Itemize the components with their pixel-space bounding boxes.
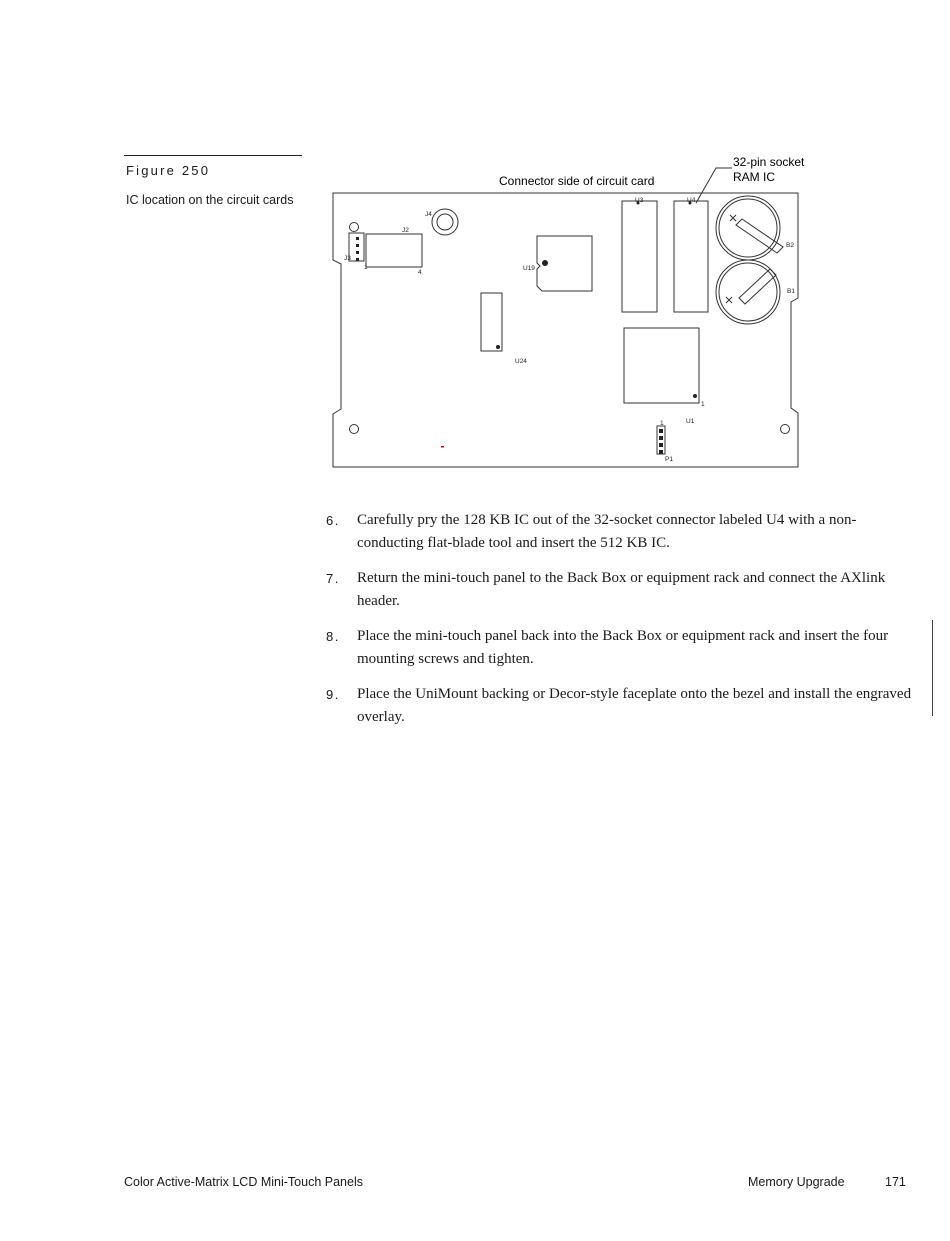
page-number: 171: [885, 1175, 906, 1189]
label-j2: J2: [402, 227, 409, 234]
label-j4: J4: [425, 211, 432, 218]
label-b1: B1: [787, 288, 795, 295]
red-marker: [441, 446, 444, 448]
step-item: [326, 567, 916, 613]
footer-doc-title: Color Active-Matrix LCD Mini-Touch Panels: [124, 1175, 363, 1189]
diagram-title: Connector side of circuit card: [499, 174, 655, 188]
label-b2: B2: [786, 242, 794, 249]
label-u4: U4: [687, 197, 696, 204]
footer-section: Memory Upgrade: [748, 1175, 845, 1189]
step-number: 8.: [326, 629, 340, 644]
figure-rule: [124, 155, 302, 156]
callout-leader: [696, 168, 732, 203]
u1-chip: [624, 328, 699, 403]
u3-socket: [622, 201, 657, 312]
step-item: [326, 509, 916, 555]
label-u3: U3: [635, 197, 644, 204]
change-bar: [932, 620, 933, 716]
step-item: [326, 683, 916, 729]
battery-b1: [716, 260, 780, 324]
label-u19: U19: [523, 265, 535, 272]
step-number: 7.: [326, 571, 340, 586]
step-number: 9.: [326, 687, 340, 702]
instruction-steps: [326, 509, 916, 741]
step-item: [326, 625, 916, 671]
j4-jack: [432, 209, 458, 235]
step-number: 6.: [326, 513, 340, 528]
mounting-hole: [350, 223, 359, 232]
label-j2-pin1: 1: [364, 264, 368, 271]
callout-line-1: 32-pin socket: [733, 155, 805, 169]
j2-connector: [366, 234, 422, 267]
label-j2-pin4: 4: [418, 269, 422, 276]
u4-socket: [674, 201, 708, 312]
u24-chip: [481, 293, 502, 351]
figure-caption: IC location on the circuit cards: [126, 193, 294, 207]
circuit-card-diagram: [326, 148, 826, 476]
mounting-hole: [350, 425, 359, 434]
label-u1-pin1: 1: [701, 401, 705, 408]
step-text: Place the mini-touch panel back into the Back Box or equipment rack and insert the four mounting screws and tighten.: [357, 628, 889, 667]
label-j3: J3: [344, 255, 351, 262]
step-text: Carefully pry the 128 KB IC out of the 32-socket connector labeled U4 with a non-conducting flat-blade tool and insert the 512 KB IC.: [357, 512, 857, 551]
figure-number: Figure 250: [126, 163, 211, 178]
mounting-hole: [781, 425, 790, 434]
label-u24: U24: [515, 358, 527, 365]
step-text: Return the mini-touch panel to the Back Box or equipment rack and connect the AXlink header.: [357, 570, 886, 609]
label-p1-pin1: 1: [660, 420, 664, 427]
battery-b2: [716, 196, 783, 260]
label-u1: U1: [686, 418, 695, 425]
step-text: Place the UniMount backing or Decor-style faceplate onto the bezel and install the engraved overlay.: [357, 686, 912, 725]
label-p1: P1: [665, 456, 673, 463]
callout-line-2: RAM IC: [733, 170, 775, 184]
